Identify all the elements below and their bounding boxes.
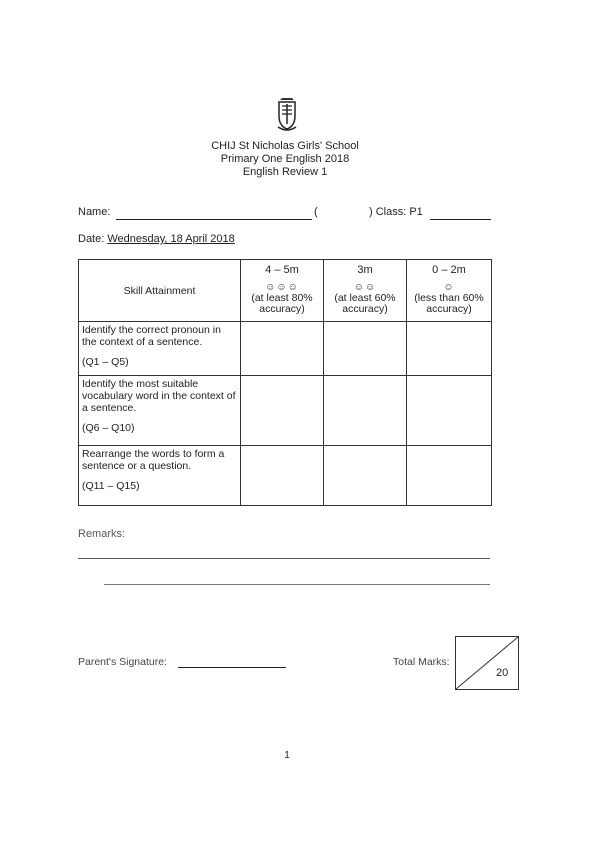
skill-description [79, 446, 241, 506]
column-marks: 3m [357, 264, 373, 276]
register-number-open: ( [314, 206, 318, 218]
tick-cell[interactable] [241, 446, 324, 506]
table-row [79, 322, 492, 376]
smiley-icons: ☺☺ [353, 282, 377, 293]
date-label: Date: [78, 233, 105, 245]
column-accuracy: (less than 60% [414, 292, 484, 304]
date-row [78, 233, 235, 245]
name-field[interactable] [116, 219, 312, 220]
table-row [79, 446, 492, 506]
skill-description [79, 376, 241, 446]
question-range: (Q6 – Q10) [82, 422, 135, 434]
column-accuracy: accuracy) [426, 303, 472, 315]
smiley-icons: ☺☺☺ [265, 282, 299, 293]
total-marks-label: Total Marks: [393, 656, 450, 668]
column-accuracy: (at least 80% [251, 292, 313, 304]
smiley-icons: ☺ [443, 282, 455, 293]
column-marks: 0 – 2m [432, 264, 466, 276]
school-crest-icon [276, 96, 298, 132]
parent-signature-label: Parent's Signature: [78, 656, 167, 668]
tick-cell[interactable] [324, 446, 407, 506]
question-range: (Q11 – Q15) [82, 480, 140, 492]
remarks-label: Remarks: [78, 528, 126, 540]
page-number: 1 [284, 750, 290, 761]
parent-signature-line[interactable] [178, 667, 286, 668]
total-marks-max: 20 [496, 667, 509, 679]
remarks-line-1[interactable] [78, 558, 490, 559]
skill-attainment-header: Skill Attainment [79, 260, 241, 322]
question-range: (Q1 – Q5) [82, 356, 129, 368]
date-value: Wednesday, 18 April 2018 [107, 233, 235, 245]
tick-cell[interactable] [407, 376, 492, 446]
column-marks: 4 – 5m [265, 264, 299, 276]
total-marks-box [455, 636, 519, 690]
column-accuracy: accuracy) [259, 303, 305, 315]
tick-cell[interactable] [241, 322, 324, 376]
column-accuracy: (at least 60% [334, 292, 396, 304]
skill-attainment-table [78, 259, 492, 506]
column-header [324, 260, 407, 322]
column-header [241, 260, 324, 322]
skill-description [79, 322, 241, 376]
skill-text: Rearrange the words to form a sentence or a question. [82, 448, 225, 472]
document-header [0, 140, 570, 179]
name-label: Name: [78, 206, 111, 218]
class-label: ) Class: P1 [369, 206, 423, 218]
tick-cell[interactable] [407, 446, 492, 506]
diagonal-divider [456, 637, 518, 689]
class-field[interactable] [430, 219, 491, 220]
school-name: CHIJ St Nicholas Girls' School [211, 140, 359, 152]
tick-cell[interactable] [241, 376, 324, 446]
column-header [407, 260, 492, 322]
tick-cell[interactable] [324, 322, 407, 376]
skill-text: Identify the most suitable vocabulary word in the context of a sentence. [82, 378, 236, 414]
tick-cell[interactable] [407, 322, 492, 376]
course-title: Primary One English 2018 [220, 153, 350, 165]
remarks-line-2[interactable] [104, 584, 490, 585]
table-row [79, 376, 492, 446]
skill-text: Identify the correct pronoun in the context of a sentence. [82, 324, 221, 348]
table-header-row [79, 260, 492, 322]
review-title: English Review 1 [242, 166, 328, 178]
column-accuracy: accuracy) [342, 303, 388, 315]
tick-cell[interactable] [324, 376, 407, 446]
